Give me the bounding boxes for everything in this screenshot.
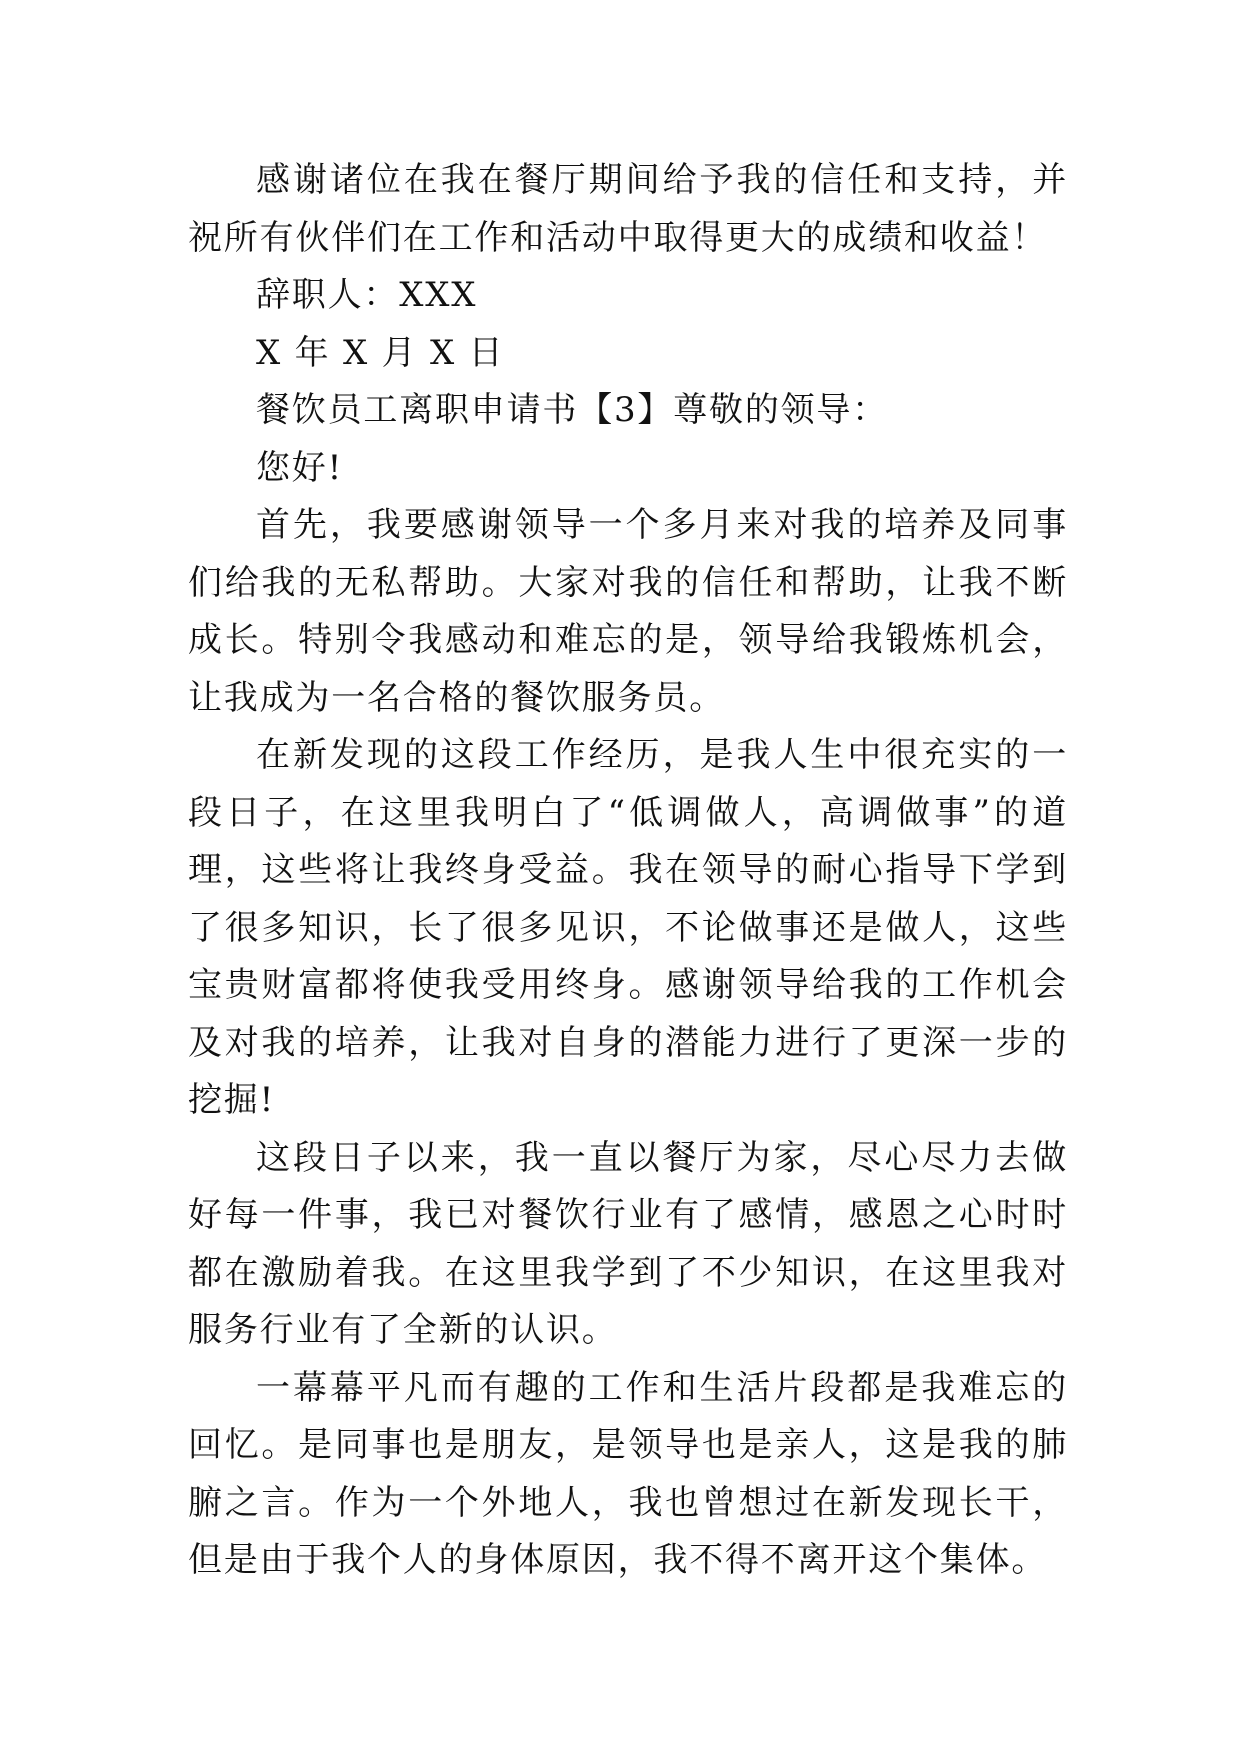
- body-paragraph: 在新发现的这段工作经历，是我人生中很充实的一段日子，在这里我明白了“低调做人，高调做事”的道理，这些将让我终身受益。我在领导的耐心指导下学到了很多知识，长了很多见识，不论做事还是做人，这些宝贵财富都将使我受用终身。感谢领导给我的工作机会及对我的培养，让我对自身的潜能力进行了更深一步的挖掘!: [188, 735, 1068, 1120]
- body-paragraph: 一幕幕平凡而有趣的工作和生活片段都是我难忘的回忆。是同事也是朋友，是领导也是亲人，这是我的肺腑之言。作为一个外地人，我也曾想过在新发现长干，但是由于我个人的身体原因，我不得不离开这个集体。: [188, 1367, 1068, 1580]
- body-paragraph: 这段日子以来，我一直以餐厅为家，尽心尽力去做好每一件事，我已对餐饮行业有了感情，感恩之心时时都在激励着我。在这里我学到了不少知识，在这里我对服务行业有了全新的认识。: [188, 1137, 1068, 1350]
- signature-line: 辞职人：XXX: [256, 275, 478, 315]
- body-paragraph: 首先，我要感谢领导一个多月来对我的培养及同事们给我的无私帮助。大家对我的信任和帮助，让我不断成长。特别令我感动和难忘的是，领导给我锻炼机会，让我成为一名合格的餐饮服务员。: [188, 505, 1068, 718]
- greeting-line: 您好!: [256, 447, 344, 488]
- document-body: [188, 152, 1068, 1590]
- date-line: X 年 X 月 X 日: [256, 332, 505, 373]
- closing-thanks-paragraph: 感谢诸位在我在餐厅期间给予我的信任和支持，并祝所有伙伴们在工作和活动中取得更大的成绩和收益！: [188, 160, 1068, 258]
- section-heading-salutation: 餐饮员工离职申请书【3】尊敬的领导：: [256, 390, 889, 430]
